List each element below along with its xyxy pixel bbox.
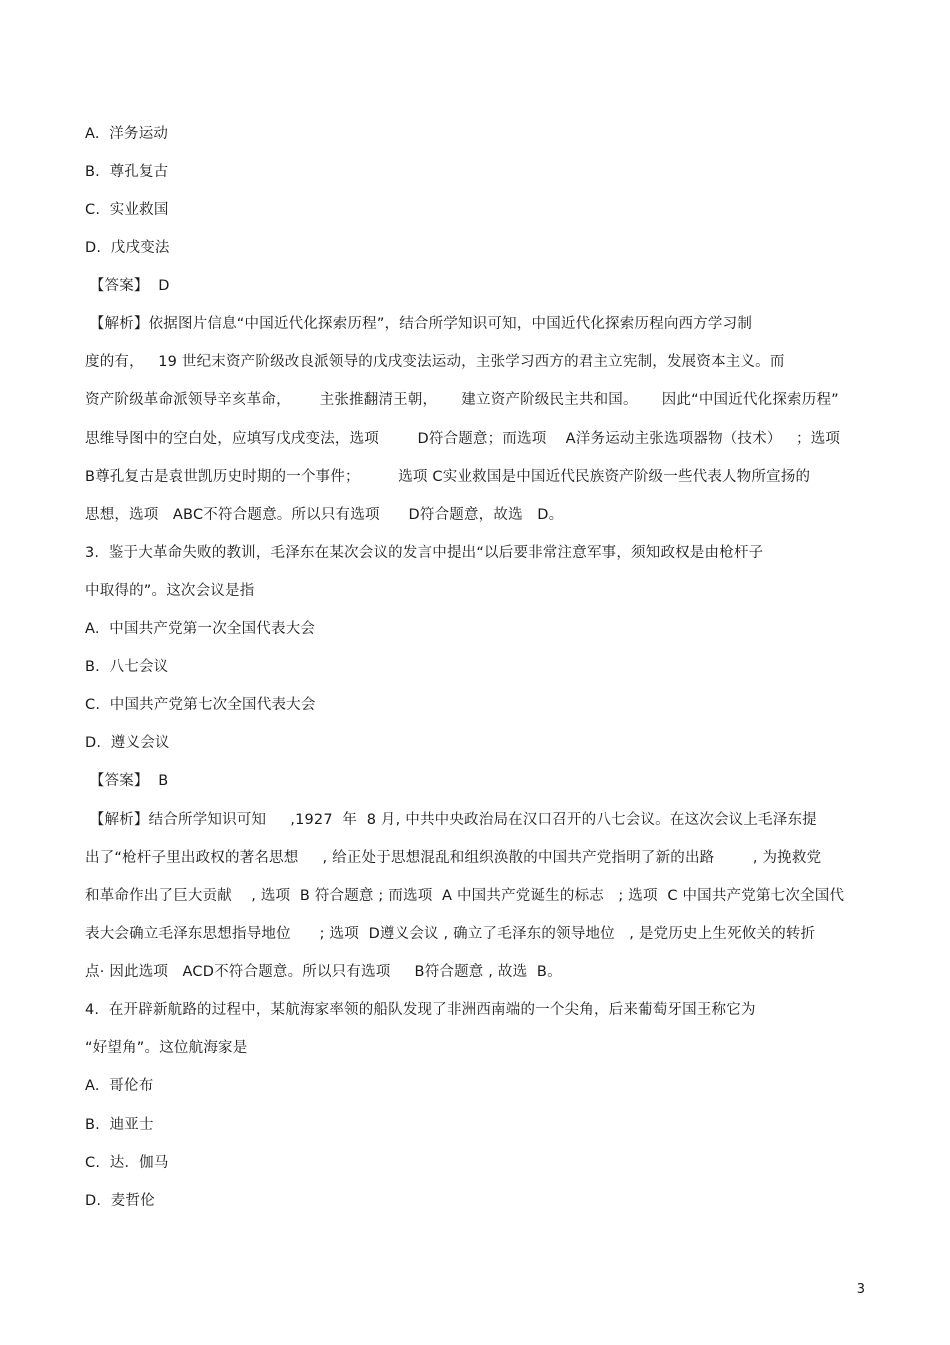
q3-option-a: A. 中国共产党第一次全国代表大会 bbox=[85, 621, 316, 637]
q2-analysis-line: 思维导图中的空白处，应填写戊戌变法，选项 D符合题意；而选项 A洋务运动主张选项器物（技术） ；选项 bbox=[85, 431, 841, 447]
q2-option-b: B. 尊孔复古 bbox=[85, 164, 169, 180]
q2-option-a: A. 洋务运动 bbox=[85, 126, 169, 142]
page-number: 3 bbox=[856, 1282, 865, 1297]
q3-analysis-line: 表大会确立毛泽东思想指导地位 ; 选项 D遵义会议 , 确立了毛泽东的领导地位 , 是党历史上生死攸关的转折 bbox=[85, 926, 816, 942]
q4-stem-line: “好望角”。这位航海家是 bbox=[85, 1040, 248, 1056]
q4-stem-line: 4. 在开辟新航路的过程中，某航海家率领的船队发现了非洲西南端的一个尖角，后来葡萄牙国王称它为 bbox=[85, 1002, 756, 1018]
q4-option-c: C. 达．伽马 bbox=[85, 1155, 169, 1171]
q4-option-a: A. 哥伦布 bbox=[85, 1078, 154, 1094]
q2-answer: 【答案】 D bbox=[85, 278, 170, 294]
q2-analysis-line: 思想，选项 ABC不符合题意。所以只有选项 D符合题意，故选 D。 bbox=[85, 507, 564, 523]
q3-answer: 【答案】 B bbox=[85, 773, 169, 789]
q4-option-d: D. 麦哲伦 bbox=[85, 1193, 155, 1209]
q3-option-d: D. 遵义会议 bbox=[85, 735, 170, 751]
q2-analysis-line: B尊孔复古是袁世凯历史时期的一个事件； 选项 C实业救国是中国近代民族资产阶级一些代表人物所宣扬的 bbox=[85, 469, 811, 485]
q3-stem-line: 中取得的”。这次会议是指 bbox=[85, 583, 255, 599]
q3-option-b: B. 八七会议 bbox=[85, 659, 169, 675]
q4-option-b: B. 迪亚士 bbox=[85, 1117, 154, 1133]
q2-option-c: C. 实业救国 bbox=[85, 202, 169, 218]
q3-analysis-line: 【解析】结合所学知识可知 ,1927 年 8 月, 中共中央政治局在汉口召开的八七会议。在这次会议上毛泽东提 bbox=[85, 812, 817, 828]
q2-analysis-line: 资产阶级革命派领导辛亥革命， 主张推翻清王朝， 建立资产阶级民主共和国。 因此“中国近代化探索历程” bbox=[85, 392, 839, 408]
q3-option-c: C. 中国共产党第七次全国代表大会 bbox=[85, 697, 316, 713]
q2-analysis-line: 【解析】依据图片信息“中国近代化探索历程”，结合所学知识可知，中国近代化探索历程向西方学习制 bbox=[85, 316, 753, 332]
q3-stem-line: 3. 鉴于大革命失败的教训，毛泽东在某次会议的发言中提出“以后要非常注意军事，须知政权是由枪杆子 bbox=[85, 545, 764, 561]
q3-analysis-line: 和革命作出了巨大贡献 , 选项 B 符合题意 ; 而选项 A 中国共产党诞生的标志 ; 选项 C 中国共产党第七次全国代 bbox=[85, 888, 845, 904]
q2-analysis-line: 度的有， 19 世纪末资产阶级改良派领导的戊戌变法运动，主张学习西方的君主立宪制，发展资本主义。而 bbox=[85, 354, 785, 370]
q2-option-d: D. 戊戌变法 bbox=[85, 240, 170, 256]
q3-analysis-line: 点· 因此选项 ACD不符合题意。所以只有选项 B符合题意 , 故选 B。 bbox=[85, 964, 562, 980]
q3-analysis-line: 出了“枪杆子里出政权的著名思想 , 给正处于思想混乱和组织涣散的中国共产党指明了新的出路 , 为挽救党 bbox=[85, 850, 822, 866]
